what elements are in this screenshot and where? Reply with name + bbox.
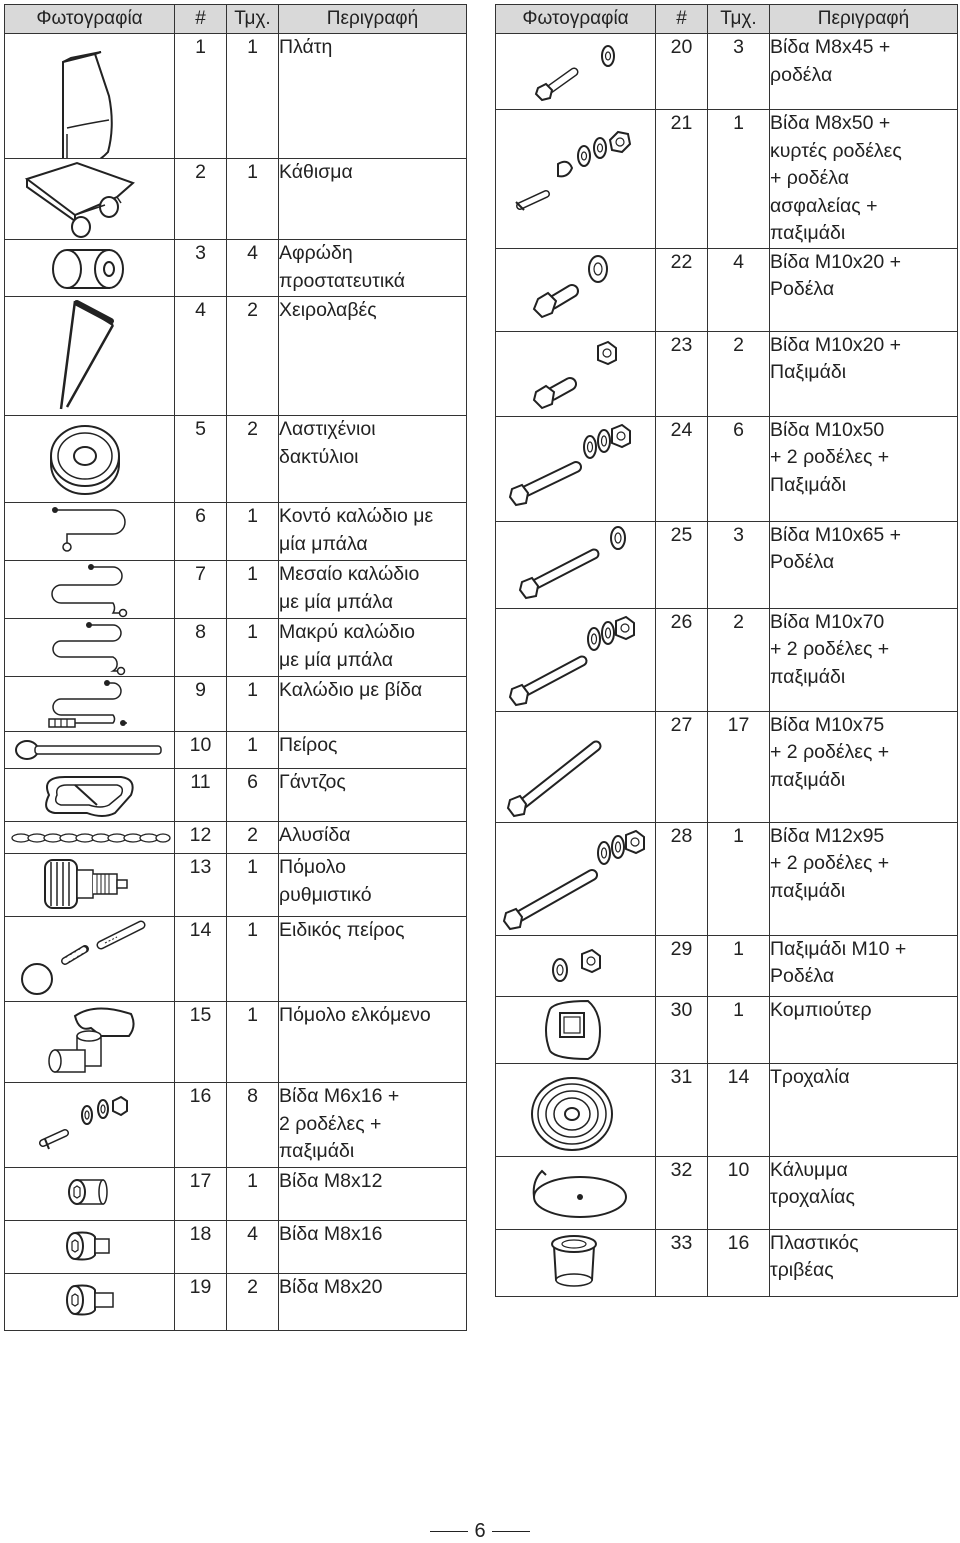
- part-quantity: 8: [227, 1083, 279, 1168]
- part-description: Κάθισμα: [279, 159, 467, 240]
- table-row: [5, 1274, 467, 1331]
- part-quantity: 1: [227, 1002, 279, 1083]
- part-quantity: 2: [227, 822, 279, 854]
- header-description: Περιγραφή: [279, 5, 467, 34]
- bolt-washer-icon: [496, 249, 656, 331]
- part-number: 31: [656, 1063, 708, 1156]
- part-photo: [5, 769, 175, 822]
- part-number: 24: [656, 416, 708, 521]
- part-quantity: 3: [708, 34, 770, 110]
- part-number: 23: [656, 331, 708, 416]
- part-number: 26: [656, 608, 708, 711]
- part-photo: [496, 1156, 656, 1229]
- footer-rule-left: [430, 1531, 468, 1532]
- table-row: [5, 917, 467, 1002]
- part-quantity: 4: [708, 248, 770, 331]
- part-quantity: 6: [708, 416, 770, 521]
- backrest-icon: [5, 34, 175, 158]
- part-quantity: 1: [227, 732, 279, 769]
- bolt-washer-icon: [496, 34, 656, 109]
- part-photo: [5, 416, 175, 503]
- bolt-set-icon: [496, 609, 656, 711]
- header-number: #: [175, 5, 227, 34]
- carabiner-icon: [5, 769, 175, 821]
- part-description: Πόμολο ελκόμενο: [279, 1002, 467, 1083]
- part-description: Παξιμάδι M10 + Ροδέλα: [770, 935, 958, 996]
- part-photo: [5, 732, 175, 769]
- pin-icon: [5, 732, 175, 768]
- part-description: Πείρος: [279, 732, 467, 769]
- part-number: 5: [175, 416, 227, 503]
- part-quantity: 1: [227, 34, 279, 159]
- part-quantity: 14: [708, 1063, 770, 1156]
- part-description: Βίδα M10x20 + Παξιμάδι: [770, 331, 958, 416]
- table-row: [496, 996, 958, 1063]
- part-quantity: 1: [227, 677, 279, 732]
- part-quantity: 1: [708, 935, 770, 996]
- table-row: [5, 159, 467, 240]
- part-number: 6: [175, 503, 227, 561]
- part-photo: [5, 822, 175, 854]
- part-number: 33: [656, 1229, 708, 1296]
- part-number: 9: [175, 677, 227, 732]
- part-photo: [496, 1229, 656, 1296]
- part-description: Μακρύ καλώδιο με μία μπάλα: [279, 619, 467, 677]
- part-quantity: 1: [708, 996, 770, 1063]
- part-quantity: 16: [708, 1229, 770, 1296]
- part-description: Χειρολαβές: [279, 297, 467, 416]
- part-number: 32: [656, 1156, 708, 1229]
- table-row: [496, 1063, 958, 1156]
- part-photo: [5, 159, 175, 240]
- part-description: Ειδικός πείρος: [279, 917, 467, 1002]
- part-description: Τροχαλία: [770, 1063, 958, 1156]
- part-description: Βίδα M8x20: [279, 1274, 467, 1331]
- rubber-ring-icon: [5, 416, 175, 502]
- part-photo: [5, 297, 175, 416]
- part-photo: [5, 1221, 175, 1274]
- part-description: Βίδα M10x65 + Ροδέλα: [770, 521, 958, 608]
- part-description: Βίδα M10x20 + Ροδέλα: [770, 248, 958, 331]
- table-row: [496, 711, 958, 822]
- part-number: 22: [656, 248, 708, 331]
- computer-icon: [496, 997, 656, 1063]
- table-row: [5, 1002, 467, 1083]
- part-photo: [496, 608, 656, 711]
- table-row: [5, 1221, 467, 1274]
- part-photo: [5, 677, 175, 732]
- screw-cable-icon: [5, 677, 175, 731]
- part-quantity: 1: [227, 854, 279, 917]
- part-photo: [5, 503, 175, 561]
- table-row: [496, 822, 958, 935]
- foam-pad-icon: [5, 240, 175, 296]
- special-pin-icon: [5, 917, 175, 1001]
- footer-rule-right: [492, 1531, 530, 1532]
- part-description: Καλώδιο με βίδα: [279, 677, 467, 732]
- part-quantity: 1: [227, 1168, 279, 1221]
- part-photo: [496, 416, 656, 521]
- part-description: Αφρώδη προστατευτικά: [279, 240, 467, 297]
- part-number: 10: [175, 732, 227, 769]
- button-head-bolt-icon: [5, 1274, 175, 1330]
- header-description: Περιγραφή: [770, 5, 958, 34]
- medium-cable-icon: [5, 561, 175, 618]
- part-number: 30: [656, 996, 708, 1063]
- bolt-set-icon: [496, 417, 656, 521]
- header-number: #: [656, 5, 708, 34]
- part-quantity: 1: [227, 619, 279, 677]
- part-photo: [496, 521, 656, 608]
- table-row: [5, 769, 467, 822]
- part-quantity: 10: [708, 1156, 770, 1229]
- part-quantity: 1: [227, 159, 279, 240]
- part-quantity: 1: [227, 917, 279, 1002]
- part-photo: [5, 240, 175, 297]
- seat-icon: [5, 159, 175, 239]
- hex-socket-bolt-icon: [5, 1168, 175, 1220]
- table-row: [496, 1229, 958, 1296]
- part-photo: [5, 34, 175, 159]
- part-number: 2: [175, 159, 227, 240]
- adjust-knob-icon: [5, 854, 175, 916]
- part-photo: [496, 711, 656, 822]
- part-number: 7: [175, 561, 227, 619]
- part-photo: [5, 1083, 175, 1168]
- part-description: Πόμολο ρυθμιστικό: [279, 854, 467, 917]
- part-description: Βίδα M10x70 + 2 ροδέλες + παξιμάδι: [770, 608, 958, 711]
- handle-icon: [5, 297, 175, 415]
- part-quantity: 6: [227, 769, 279, 822]
- part-photo: [5, 854, 175, 917]
- part-description: Λαστιχένιοι δακτύλιοι: [279, 416, 467, 503]
- bolt-nut-icon: [496, 332, 656, 416]
- part-description: Βίδα M8x16: [279, 1221, 467, 1274]
- part-description: Πλαστικός τριβέας: [770, 1229, 958, 1296]
- table-header: [496, 5, 958, 34]
- long-bolt-icon: [496, 712, 656, 822]
- header-photo: Φωτογραφία: [5, 5, 175, 34]
- short-cable-icon: [5, 503, 175, 560]
- part-description: Κομπιούτερ: [770, 996, 958, 1063]
- table-row: [496, 110, 958, 249]
- part-number: 15: [175, 1002, 227, 1083]
- header-quantity: Τμχ.: [708, 5, 770, 34]
- table-row: [496, 248, 958, 331]
- part-quantity: 2: [227, 416, 279, 503]
- table-row: [5, 416, 467, 503]
- table-row: [496, 416, 958, 521]
- table-row: [496, 608, 958, 711]
- part-quantity: 17: [708, 711, 770, 822]
- part-photo: [496, 1063, 656, 1156]
- part-number: 1: [175, 34, 227, 159]
- long-cable-icon: [5, 619, 175, 676]
- header-photo: Φωτογραφία: [496, 5, 656, 34]
- table-row: [496, 1156, 958, 1229]
- plastic-bushing-icon: [496, 1230, 656, 1296]
- part-number: 16: [175, 1083, 227, 1168]
- table-row: [5, 1083, 467, 1168]
- part-quantity: 4: [227, 1221, 279, 1274]
- bolt-set-icon: [496, 823, 656, 935]
- part-photo: [496, 822, 656, 935]
- pulley-cover-icon: [496, 1157, 656, 1229]
- bolt-set-icon: [496, 110, 656, 246]
- parts-table-left: [4, 4, 467, 1331]
- part-quantity: 2: [227, 297, 279, 416]
- table-header: [5, 5, 467, 34]
- pull-knob-icon: [5, 1002, 175, 1082]
- part-number: 18: [175, 1221, 227, 1274]
- part-quantity: 4: [227, 240, 279, 297]
- part-photo: [496, 110, 656, 249]
- part-description: Βίδα M12x95 + 2 ροδέλες + παξιμάδι: [770, 822, 958, 935]
- part-photo: [496, 34, 656, 110]
- table-row: [5, 240, 467, 297]
- part-quantity: 2: [708, 608, 770, 711]
- table-row: [5, 732, 467, 769]
- pulley-icon: [496, 1064, 656, 1156]
- header-quantity: Τμχ.: [227, 5, 279, 34]
- part-photo: [496, 935, 656, 996]
- table-row: [5, 854, 467, 917]
- page-footer: [0, 1520, 960, 1543]
- part-description: Αλυσίδα: [279, 822, 467, 854]
- part-description: Πλάτη: [279, 34, 467, 159]
- part-description: Μεσαίο καλώδιο με μία μπάλα: [279, 561, 467, 619]
- part-quantity: 1: [708, 110, 770, 249]
- table-row: [5, 619, 467, 677]
- part-description: Κάλυμμα τροχαλίας: [770, 1156, 958, 1229]
- part-photo: [496, 331, 656, 416]
- bolt-washer-icon: [496, 522, 656, 608]
- part-quantity: 1: [227, 503, 279, 561]
- part-quantity: 1: [227, 561, 279, 619]
- part-number: 3: [175, 240, 227, 297]
- part-number: 28: [656, 822, 708, 935]
- nut-washer-icon: [496, 936, 656, 996]
- table-row: [5, 503, 467, 561]
- part-description: Βίδα M10x75 + 2 ροδέλες + παξιμάδι: [770, 711, 958, 822]
- part-number: 11: [175, 769, 227, 822]
- table-row: [496, 34, 958, 110]
- bolt-set-icon: [5, 1083, 175, 1167]
- part-number: 8: [175, 619, 227, 677]
- part-photo: [5, 917, 175, 1002]
- part-quantity: 3: [708, 521, 770, 608]
- part-description: Βίδα M6x16 + 2 ροδέλες + παξιμάδι: [279, 1083, 467, 1168]
- part-quantity: 1: [708, 822, 770, 935]
- part-number: 21: [656, 110, 708, 249]
- part-description: Βίδα M8x50 + κυρτές ροδέλες + ροδέλα ασφαλείας + παξιμάδι: [770, 110, 958, 249]
- button-head-bolt-icon: [5, 1221, 175, 1273]
- part-number: 27: [656, 711, 708, 822]
- part-photo: [5, 1002, 175, 1083]
- page-number: 6: [474, 1520, 486, 1542]
- chain-icon: [5, 822, 175, 853]
- part-number: 4: [175, 297, 227, 416]
- part-number: 13: [175, 854, 227, 917]
- part-description: Βίδα M8x12: [279, 1168, 467, 1221]
- table-row: [5, 297, 467, 416]
- part-number: 29: [656, 935, 708, 996]
- table-row: [496, 331, 958, 416]
- part-photo: [5, 619, 175, 677]
- part-number: 14: [175, 917, 227, 1002]
- part-photo: [496, 248, 656, 331]
- table-row: [496, 935, 958, 996]
- part-photo: [5, 1274, 175, 1331]
- part-photo: [5, 1168, 175, 1221]
- table-row: [496, 521, 958, 608]
- part-number: 12: [175, 822, 227, 854]
- part-quantity: 2: [708, 331, 770, 416]
- table-row: [5, 561, 467, 619]
- part-photo: [496, 996, 656, 1063]
- part-photo: [5, 561, 175, 619]
- part-description: Κοντό καλώδιο με μία μπάλα: [279, 503, 467, 561]
- part-number: 17: [175, 1168, 227, 1221]
- table-row: [5, 1168, 467, 1221]
- part-quantity: 2: [227, 1274, 279, 1331]
- part-description: Βίδα M8x45 + ροδέλα: [770, 34, 958, 110]
- part-description: Γάντζος: [279, 769, 467, 822]
- part-number: 19: [175, 1274, 227, 1331]
- part-number: 25: [656, 521, 708, 608]
- table-row: [5, 677, 467, 732]
- parts-table-right: [495, 4, 958, 1297]
- table-row: [5, 34, 467, 159]
- table-row: [5, 822, 467, 854]
- part-number: 20: [656, 34, 708, 110]
- part-description: Βίδα M10x50 + 2 ροδέλες + Παξιμάδι: [770, 416, 958, 521]
